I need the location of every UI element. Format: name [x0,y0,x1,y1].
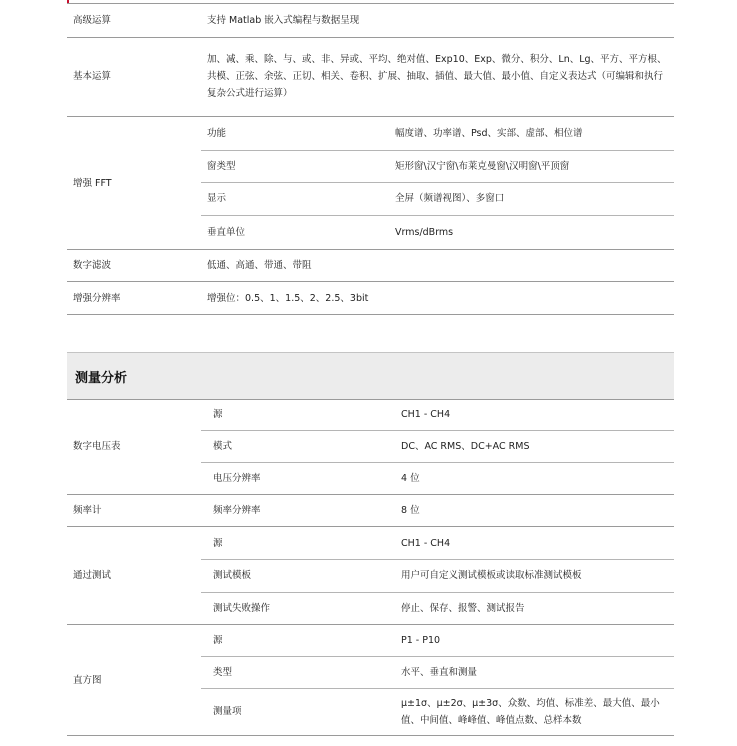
table-row-group [67,527,674,625]
row-value: 加、减、乘、除、与、或、非、异或、平均、绝对值、Exp10、Exp、微分、积分、Ln、Lg、平方、平方根、共模、正弦、余弦、正切、相关、卷积、扩展、抽取、插值、最大值、最小值、自定义表达式（可编辑和执行复杂公式进行运算） [207,54,667,99]
sub-label: 垂直单位 [207,226,246,238]
sub-label: 电压分辨率 [213,472,261,484]
row-value: 增强位：0.5、1、1.5、2、2.5、3bit [207,292,369,304]
sub-label: 测试失败操作 [213,602,271,614]
sub-label: 频率分辨率 [213,505,261,516]
section-title: 测量分析 [75,370,128,386]
table-row-group [67,398,674,495]
sub-value: 矩形窗\汉宁窗\布莱克曼窗\汉明窗\平顶窗 [395,160,570,172]
sub-value: 水平、垂直和测量 [401,666,478,678]
sub-value: 4 位 [401,472,420,484]
row-label: 高级运算 [73,15,112,26]
table-row [67,282,674,315]
sub-label: 源 [213,537,223,549]
sub-value: 全屏（频谱视图）、多窗口 [395,193,505,204]
group-label: 直方图 [73,674,102,686]
sub-value: DC、AC RMS、DC+AC RMS [401,440,530,452]
row-label: 增强分辨率 [73,292,121,304]
table-row [67,3,674,38]
sub-value: Vrms/dBrms [395,226,454,238]
table-row-group [67,117,674,250]
row-label: 频率计 [73,505,102,516]
sub-value: 幅度谱、功率谱、Psd、实部、虚部、相位谱 [395,128,583,139]
sub-value: CH1 - CH4 [401,408,451,420]
group-label: 增强 FFT [73,177,112,189]
sub-value: 用户可自定义测试模板或读取标准测试模板 [401,570,582,581]
sub-label: 测试模板 [213,570,252,581]
table-row-group [67,625,674,736]
group-label: 数字电压表 [73,440,121,452]
sub-label: 模式 [213,440,233,452]
divider [201,462,674,463]
sub-value: P1 - P10 [401,635,441,646]
row-label: 数字滤波 [73,260,112,271]
sub-label: 功能 [207,128,227,139]
sub-label: 类型 [213,666,233,678]
row-value: 低通、高通、带通、带阻 [207,260,312,271]
row-value: 支持 Matlab 嵌入式编程与数据呈现 [207,15,360,26]
sub-label: 源 [213,635,223,646]
section-header [67,352,674,400]
sub-label: 测量项 [213,706,242,717]
table-row [67,37,674,117]
table-row [67,495,674,527]
table-row [67,250,674,282]
sub-label: 窗类型 [207,160,236,172]
group-label: 通过测试 [73,570,112,581]
sub-value: 8 位 [401,505,420,516]
sub-value: μ±1σ、μ±2σ、μ±3σ、众数、均值、标准差、最大值、最小值、中间值、峰峰值、峰值点数、总样本数 [401,697,660,726]
row-label: 基本运算 [73,71,112,82]
sub-value: 停止、保存、报警、测试报告 [401,602,525,614]
sub-label: 显示 [207,193,227,204]
sub-label: 源 [213,408,223,420]
sub-value: CH1 - CH4 [401,537,451,549]
